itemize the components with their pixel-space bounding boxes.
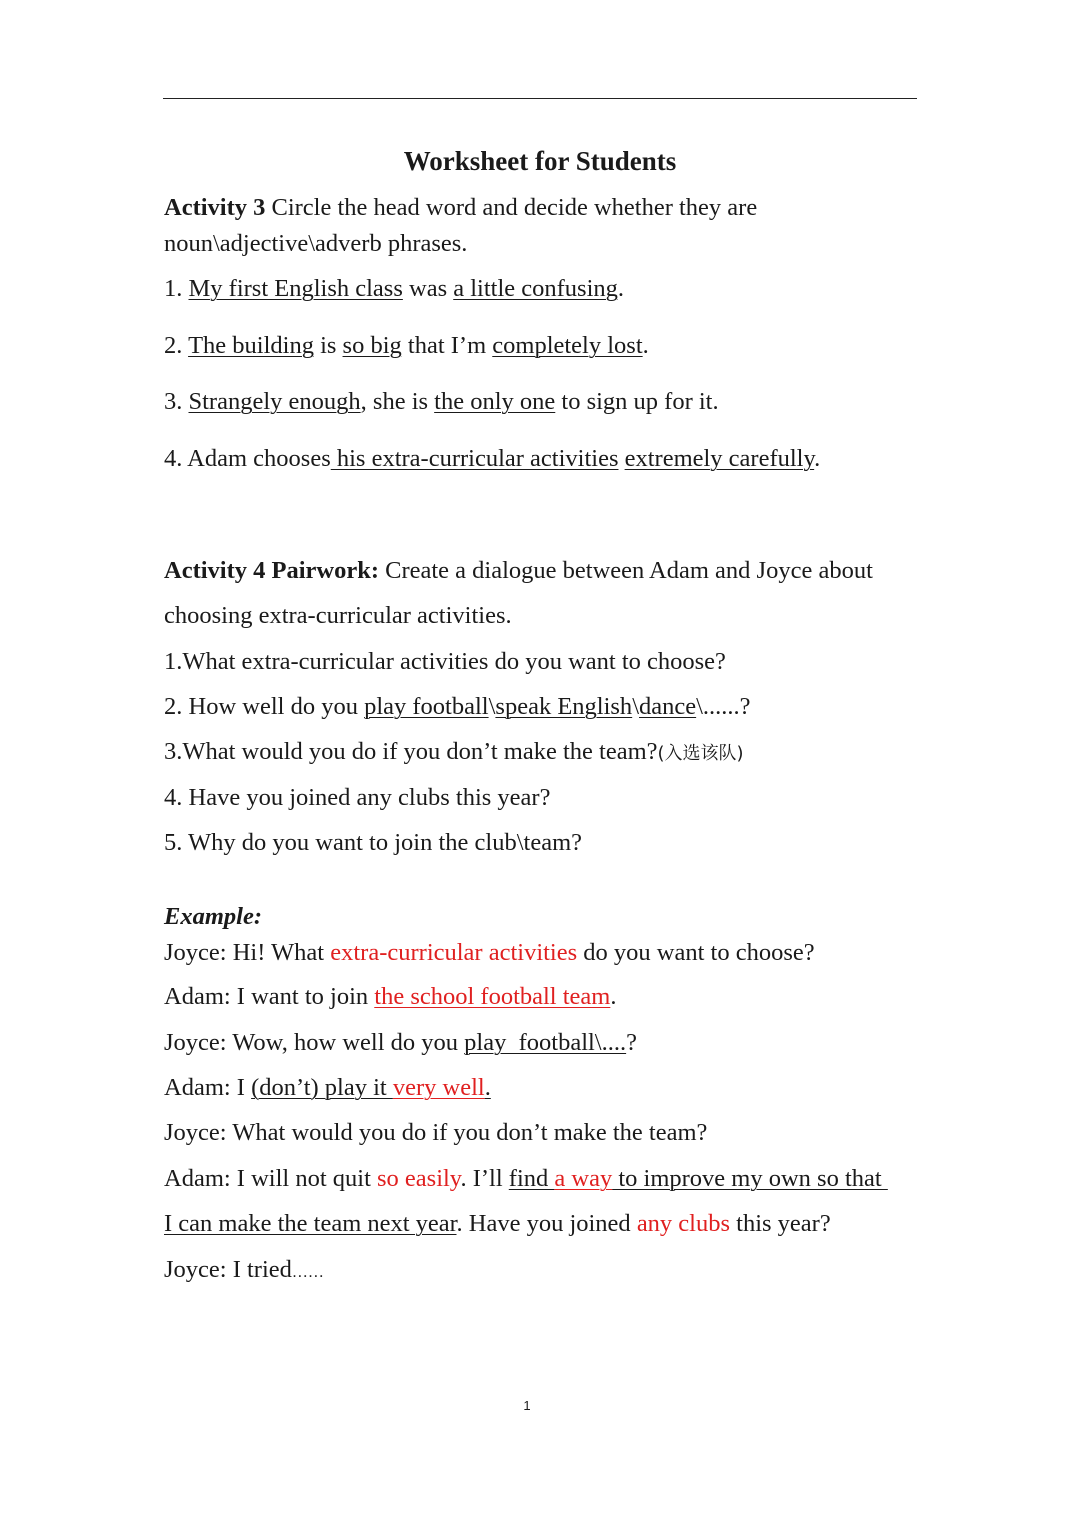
item-number: 1. <box>164 275 189 302</box>
activity3-item-3 <box>164 387 719 417</box>
activity4-label: Activity 4 Pairwork: <box>164 557 379 584</box>
item-text: . <box>642 332 649 359</box>
underlined-phrase: The building <box>188 332 314 359</box>
page-number: 1 <box>523 1398 531 1413</box>
example-label: Example: <box>164 903 262 930</box>
activity4-question-3 <box>164 737 744 769</box>
activity4-question-2 <box>164 692 751 722</box>
activity4-question-5: 5. Why do you want to join the club\team? <box>164 829 583 856</box>
item-text: . <box>617 275 625 302</box>
underlined-phrase: speak English <box>495 693 633 720</box>
underlined-phrase: My first English class <box>188 275 403 302</box>
activity3-label: Activity 3 <box>164 194 266 221</box>
question-text: \ <box>488 693 496 720</box>
activity3-instruction-cont: noun\adjective\adverb phrases. <box>164 230 468 257</box>
highlighted-phrase: any clubs <box>636 1210 731 1237</box>
highlighted-phrase: very well <box>392 1074 485 1101</box>
dialogue-text: Joyce: Hi! What <box>164 939 331 966</box>
underlined-phrase: play football <box>364 693 489 720</box>
underlined-phrase: completely lost <box>492 332 643 359</box>
dialogue-text: this year? <box>730 1210 831 1237</box>
activity4-question-1: 1.What extra-curricular activities do you want to choose? <box>164 648 726 675</box>
dialogue-text: Joyce: I tried <box>164 1256 292 1283</box>
dialogue-line-4 <box>164 1073 491 1103</box>
item-text: was <box>402 275 454 302</box>
item-number: 2. <box>164 332 189 359</box>
question-text: \......? <box>696 693 751 720</box>
dialogue-text: do you want to choose? <box>577 939 815 966</box>
activity3-item-2 <box>164 331 649 361</box>
dialogue-line-2 <box>164 982 616 1012</box>
dialogue-line-5: Joyce: What would you do if you don’t make the team? <box>164 1119 708 1146</box>
dialogue-line-3 <box>164 1028 637 1058</box>
underlined-phrase: find <box>508 1165 555 1192</box>
underlined-phrase: play football\.... <box>464 1029 627 1056</box>
dialogue-text: Adam: I want to join <box>164 983 375 1010</box>
underlined-phrase: his extra-curricular activities <box>330 445 619 472</box>
underlined-phrase: dance <box>639 693 697 720</box>
item-text: . <box>814 445 821 472</box>
underlined-phrase: I can make the team next year <box>164 1210 457 1237</box>
item-text: that I’m <box>401 332 493 359</box>
dialogue-text: . <box>610 983 617 1010</box>
highlighted-phrase: so easily <box>377 1165 461 1192</box>
underlined-phrase: (don’t) play it <box>251 1074 393 1101</box>
dialogue-line-6 <box>164 1164 888 1194</box>
activity4-instruction: Create a dialogue between Adam and Joyce about <box>379 557 873 584</box>
underlined-phrase: extremely carefully <box>624 445 815 472</box>
item-number: 4. <box>164 445 188 472</box>
item-number: 3. <box>164 388 189 415</box>
underlined-phrase: the only one <box>434 388 556 415</box>
activity3-item-1 <box>164 274 624 304</box>
dialogue-text: Joyce: Wow, how well do you <box>164 1029 465 1056</box>
dialogue-text: . I’ll <box>460 1165 509 1192</box>
dialogue-line-8 <box>164 1255 324 1288</box>
item-text: to sign up for it. <box>555 388 719 415</box>
dialogue-text: . Have you joined <box>456 1210 637 1237</box>
item-text: , she is <box>360 388 435 415</box>
ellipsis: …… <box>291 1264 324 1281</box>
item-text: Adam chooses <box>187 445 331 472</box>
question-text: 2. How well do you <box>164 693 365 720</box>
activity3-heading <box>164 193 757 223</box>
dialogue-text: Adam: I <box>164 1074 252 1101</box>
highlighted-phrase: extra-curricular activities <box>330 939 578 966</box>
underlined-phrase: a little confusing <box>453 275 618 302</box>
dialogue-line-7 <box>164 1209 831 1239</box>
underlined-phrase: to improve my own so that <box>612 1165 888 1192</box>
item-text: is <box>313 332 343 359</box>
activity3-item-4 <box>164 444 820 474</box>
chinese-note: (入选该队) <box>657 743 744 764</box>
underlined-phrase: . <box>484 1074 491 1101</box>
header-rule <box>163 98 917 99</box>
question-text: \ <box>632 693 639 720</box>
page-title: Worksheet for Students <box>403 146 677 176</box>
activity4-heading <box>164 556 873 586</box>
underlined-phrase: so big <box>342 332 402 359</box>
dialogue-line-1 <box>164 938 815 968</box>
question-text: 3.What would you do if you don’t make the team? <box>164 738 658 765</box>
highlighted-phrase: a way <box>554 1165 613 1192</box>
dialogue-text: Adam: I will not quit <box>164 1165 377 1192</box>
highlighted-phrase: the school football team <box>374 983 611 1010</box>
activity4-question-4: 4. Have you joined any clubs this year? <box>164 784 551 811</box>
activity4-instruction-cont: choosing extra-curricular activities. <box>164 602 512 629</box>
underlined-phrase: Strangely enough <box>188 388 361 415</box>
dialogue-text: ? <box>626 1029 637 1056</box>
activity3-instruction: Circle the head word and decide whether they are <box>265 194 758 221</box>
